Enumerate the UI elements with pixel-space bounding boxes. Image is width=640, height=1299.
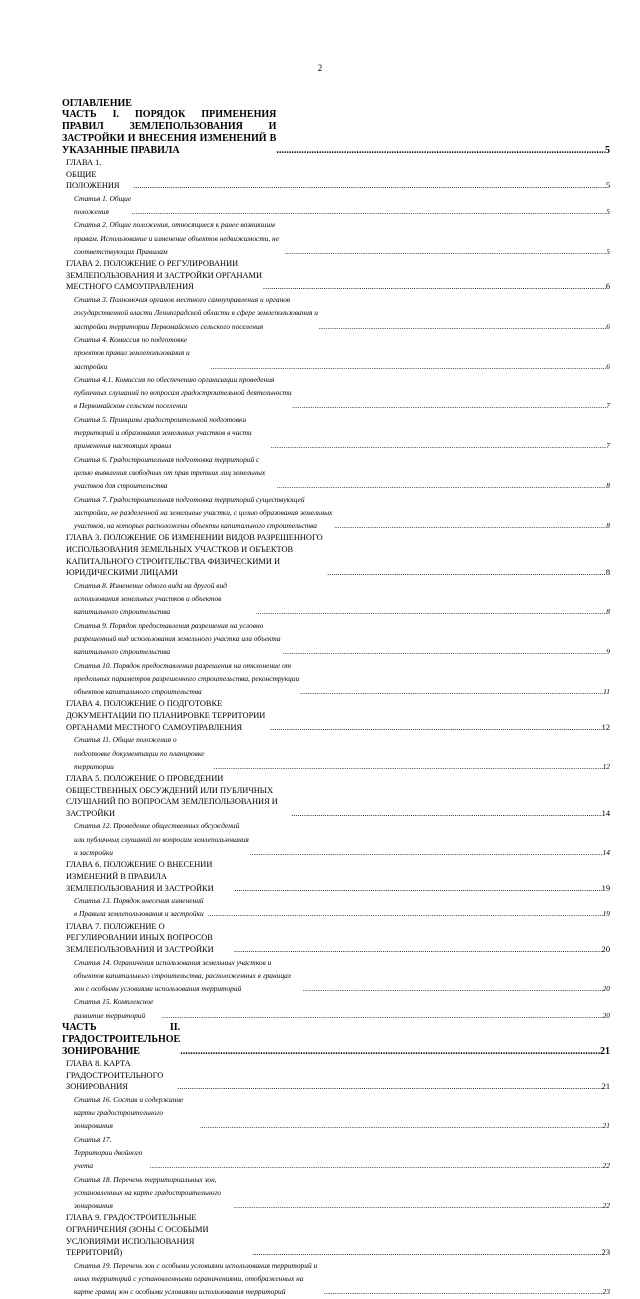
toc-page-number: 22 bbox=[602, 1201, 610, 1211]
toc-article[interactable] bbox=[62, 619, 610, 659]
toc-list bbox=[62, 109, 610, 1299]
dot-leader bbox=[271, 439, 606, 452]
toc-page-number: 21 bbox=[602, 1121, 610, 1131]
dot-leader bbox=[300, 685, 603, 698]
toc-page-number: 11 bbox=[603, 687, 610, 697]
toc-page-number: 7 bbox=[606, 441, 610, 451]
toc-page-number: 5 bbox=[606, 246, 610, 256]
toc-entry-text: ГЛАВА 2. ПОЛОЖЕНИЕ О РЕГУЛИРОВАНИИ ЗЕМЛЕПОЛЬЗОВАНИЯ И ЗАСТРОЙКИ ОРГАНАМИ МЕСТНОГО САМОУПРАВЛЕНИЯ bbox=[66, 259, 263, 292]
toc-entry-text: Статья 11. Общие положения о подготовке документации по планировке территории bbox=[74, 735, 205, 771]
page-number: 2 bbox=[317, 63, 323, 73]
toc-article[interactable] bbox=[62, 659, 610, 699]
toc-chapter[interactable] bbox=[62, 258, 610, 293]
dot-leader bbox=[162, 1009, 603, 1022]
toc-article[interactable] bbox=[62, 413, 610, 453]
dot-leader bbox=[334, 519, 606, 532]
toc-entry-text: ГЛАВА 6. ПОЛОЖЕНИЕ О ВНЕСЕНИИ ИЗМЕНЕНИЙ В ПРАВИЛА ЗЕМЛЕПОЛЬЗОВАНИЯ И ЗАСТРОЙКИ bbox=[66, 860, 214, 893]
toc-entry-text: Статья 4.1. Комиссия по обеспечению организации проведения публичных слушаний по вопросам градостроительной деятельности в Первомайском сельском поселении bbox=[74, 374, 292, 411]
toc-entry-text: Статья 10. Порядок предоставления разрешения на отклонение от предельных параметров разрешенного строительства, реконструкции объектов капитального строительства bbox=[74, 660, 300, 697]
toc-page-number: 12 bbox=[602, 761, 610, 771]
dot-leader bbox=[234, 883, 601, 895]
toc-page-number: 20 bbox=[601, 944, 610, 954]
toc-page-number: 21 bbox=[600, 1046, 610, 1058]
dot-leader bbox=[292, 399, 606, 412]
dot-leader bbox=[133, 180, 606, 192]
toc-page-number: 14 bbox=[602, 848, 610, 858]
dot-leader bbox=[283, 645, 607, 658]
toc-page-number: 14 bbox=[601, 808, 610, 818]
dot-leader bbox=[303, 982, 603, 995]
toc-chapter[interactable] bbox=[62, 859, 610, 894]
dot-leader bbox=[318, 320, 606, 333]
toc-article[interactable] bbox=[62, 218, 610, 258]
dot-leader bbox=[150, 1159, 603, 1172]
toc-page-number: 23 bbox=[601, 1248, 610, 1258]
dot-leader bbox=[208, 907, 603, 920]
dot-leader bbox=[252, 1247, 602, 1259]
dot-leader bbox=[291, 808, 601, 820]
toc-article[interactable] bbox=[62, 293, 610, 333]
toc-chapter[interactable] bbox=[62, 532, 610, 578]
toc-entry-text: Статья 3. Полномочия органов местного самоуправления и органов государственной власти Ленинградской области в сфере землепользования и застройки территории Первомайского сельского поселения bbox=[74, 295, 318, 331]
toc-page-number: 5 bbox=[605, 145, 610, 156]
toc-page-number: 8 bbox=[605, 568, 610, 578]
toc-page-number: 22 bbox=[602, 1161, 610, 1171]
dot-leader bbox=[234, 1199, 603, 1212]
toc-chapter[interactable] bbox=[62, 1212, 610, 1258]
toc-page-number: 19 bbox=[601, 883, 610, 893]
toc-page-number: 12 bbox=[601, 722, 610, 732]
toc-page-number: 23 bbox=[602, 1287, 610, 1297]
dot-leader bbox=[200, 1119, 602, 1132]
toc-page-number: 8 bbox=[606, 481, 610, 491]
toc-article[interactable] bbox=[62, 579, 610, 619]
toc-article[interactable] bbox=[62, 1133, 610, 1173]
toc-part[interactable] bbox=[62, 1022, 610, 1058]
toc-entry-text: Статья 15. Комплексное развитие территорий bbox=[74, 997, 154, 1020]
toc-article[interactable] bbox=[62, 1259, 610, 1299]
toc-entry-text: ГЛАВА 8. КАРТА ГРАДОСТРОИТЕЛЬНОГО ЗОНИРОВАНИЯ bbox=[66, 1059, 164, 1092]
toc-entry-text: Статья 19. Перечень зон с особыми условиями использования территорий и иных территорий с установленными ограничениями, отображенных на карте границ зон с особыми условиями использования территорий bbox=[74, 1260, 318, 1297]
toc-entry-text: Статья 9. Порядок предоставления разрешения на условно разрешенный вид использования земельного участка или объекта капитального строительства bbox=[74, 620, 281, 657]
toc-entry-text: Статья 2. Общие положения, относящиеся к ранее возникшим правам. Использование и изменение объектов недвижимости, не соответствующих Правилам bbox=[74, 220, 279, 256]
toc-entry-text: ЧАСТЬ I. ПОРЯДОК ПРИМЕНЕНИЯ ПРАВИЛ ЗЕМЛЕПОЛЬЗОВАНИЯ И ЗАСТРОЙКИ И ВНЕСЕНИЯ ИЗМЕНЕНИЙ В УКАЗАННЫЕ ПРАВИЛА bbox=[62, 109, 277, 156]
dot-leader bbox=[327, 567, 606, 579]
toc-page-number: 8 bbox=[606, 607, 610, 617]
dot-leader bbox=[277, 479, 606, 492]
toc-page-number: 20 bbox=[602, 984, 610, 994]
toc-entry-text: ГЛАВА 3. ПОЛОЖЕНИЕ ОБ ИЗМЕНЕНИИ ВИДОВ РАЗРЕШЕННОГО ИСПОЛЬЗОВАНИЯ ЗЕМЕЛЬНЫХ УЧАСТКОВ И ОБЪЕКТОВ КАПИТАЛЬНОГО СТРОИТЕЛЬСТВА ФИЗИЧЕСКИМИ И ЮРИДИЧЕСКИМИ ЛИЦАМИ bbox=[66, 533, 323, 578]
toc-entry-text: ГЛАВА 5. ПОЛОЖЕНИЕ О ПРОВЕДЕНИИ ОБЩЕСТВЕННЫХ ОБСУЖДЕНИЙ ИЛИ ПУБЛИЧНЫХ СЛУШАНИЙ ПО ВОПРОСАМ ЗЕМЛЕПОЛЬЗОВАНИЯ И ЗАСТРОЙКИ bbox=[66, 774, 278, 818]
toc-article[interactable] bbox=[62, 333, 610, 373]
toc-chapter[interactable] bbox=[62, 698, 610, 733]
toc-entry-text: ГЛАВА 4. ПОЛОЖЕНИЕ О ПОДГОТОВКЕ ДОКУМЕНТАЦИИ ПО ПЛАНИРОВКЕ ТЕРРИТОРИИ ОРГАНАМИ МЕСТНОГО САМОУПРАВЛЕНИЯ bbox=[66, 699, 266, 732]
dot-leader bbox=[276, 145, 605, 157]
toc-entry-text: Статья 16. Состав и содержание карты градостроительного зонирования bbox=[74, 1094, 184, 1131]
dot-leader bbox=[234, 944, 602, 956]
toc-entry-text: Статья 4. Комиссия по подготовке проектов правил землепользования и застройки bbox=[74, 334, 190, 371]
toc-article[interactable] bbox=[62, 453, 610, 493]
dot-leader bbox=[263, 281, 606, 293]
table-of-contents bbox=[62, 98, 610, 1299]
toc-entry-text: ГЛАВА 7. ПОЛОЖЕНИЕ О РЕГУЛИРОВАНИИ ИНЫХ ВОПРОСОВ ЗЕМЛЕПОЛЬЗОВАНИЯ И ЗАСТРОЙКИ bbox=[66, 921, 214, 954]
dot-leader bbox=[180, 1046, 600, 1058]
toc-article[interactable] bbox=[62, 894, 610, 921]
toc-entry-text: ГЛАВА 1. ОБЩИЕ ПОЛОЖЕНИЯ bbox=[66, 158, 120, 191]
toc-article[interactable] bbox=[62, 819, 610, 859]
toc-article[interactable] bbox=[62, 1093, 610, 1133]
toc-entry-text: Статья 18. Перечень территориальных зон, установленных на карте градостроительного зонирования bbox=[74, 1174, 222, 1211]
toc-page-number: 5 bbox=[606, 207, 610, 217]
toc-entry-text: Статья 8. Изменение одного вида на другой вид использования земельных участков и объектов капитального строительства bbox=[74, 580, 227, 617]
toc-entry-text: Статья 6. Градостроительная подготовка территорий с целью выявления свободных от прав третьих лиц земельных участков для строительства bbox=[74, 454, 266, 491]
toc-page-number: 7 bbox=[606, 401, 610, 411]
toc-page-number: 21 bbox=[601, 1082, 610, 1092]
toc-page-number: 20 bbox=[602, 1010, 610, 1020]
toc-entry-text: ЧАСТЬ II. ГРАДОСТРОИТЕЛЬНОЕ ЗОНИРОВАНИЕ bbox=[62, 1022, 181, 1058]
toc-title: ОГЛАВЛЕНИЕ bbox=[62, 98, 132, 109]
toc-page-number: 6 bbox=[606, 361, 610, 371]
toc-chapter[interactable] bbox=[62, 1058, 610, 1093]
toc-entry-text: Статья 1. Общие положения bbox=[74, 193, 132, 217]
toc-article[interactable] bbox=[62, 956, 610, 996]
toc-article[interactable] bbox=[62, 733, 610, 773]
dot-leader bbox=[211, 360, 606, 373]
toc-chapter[interactable] bbox=[62, 157, 610, 192]
toc-entry-text: Статья 12. Проведение общественных обсуждений или публичных слушаний по вопросам землепользования и застройки bbox=[74, 821, 249, 858]
dot-leader bbox=[177, 1081, 601, 1093]
dot-leader bbox=[214, 760, 603, 773]
toc-page-number: 5 bbox=[605, 181, 610, 191]
toc-page-number: 6 bbox=[605, 282, 610, 292]
dot-leader bbox=[324, 1285, 603, 1298]
toc-entry-text: ГЛАВА 9. ГРАДОСТРОИТЕЛЬНЫЕ ОГРАНИЧЕНИЯ (ЗОНЫ С ОСОБЫМИ УСЛОВИЯМИ ИСПОЛЬЗОВАНИЯ ТЕРРИТОРИЙ) bbox=[66, 1213, 209, 1258]
toc-entry-text: Статья 17. Территории двойного учета bbox=[74, 1134, 143, 1171]
toc-entry-text: Статья 13. Порядок внесения изменений в Правила землепользования и застройки bbox=[74, 896, 204, 919]
dot-leader bbox=[250, 846, 603, 859]
toc-chapter[interactable] bbox=[62, 921, 610, 956]
dot-leader bbox=[256, 605, 606, 618]
toc-article[interactable] bbox=[62, 1173, 610, 1213]
toc-page-number: 9 bbox=[606, 647, 610, 657]
dot-leader bbox=[270, 722, 602, 734]
toc-page-number: 8 bbox=[606, 521, 610, 531]
toc-chapter[interactable] bbox=[62, 773, 610, 819]
toc-page-number: 6 bbox=[606, 321, 610, 331]
toc-article[interactable] bbox=[62, 373, 610, 413]
dot-leader bbox=[285, 245, 607, 258]
toc-part[interactable] bbox=[62, 109, 610, 157]
toc-entry-text: Статья 14. Ограничения использования земельных участков и объектов капитального строительства, расположенных в границах зон с особыми условиями использования территорий bbox=[74, 957, 292, 994]
toc-entry-text: Статья 5. Принципы градостроительной подготовки территорий и образования земельных участков в части применения настоящих правил bbox=[74, 414, 252, 451]
toc-page-number: 19 bbox=[602, 909, 610, 919]
toc-article[interactable] bbox=[62, 493, 610, 533]
toc-article[interactable] bbox=[62, 995, 610, 1022]
toc-entry-text: Статья 7. Градостроительная подготовка территорий существующей застройки, не разделенной на земельные участки, с целью образования земельных участков, на которых расположены объекты капитального строительства bbox=[74, 494, 333, 531]
dot-leader bbox=[132, 205, 606, 218]
toc-article[interactable] bbox=[62, 192, 610, 219]
